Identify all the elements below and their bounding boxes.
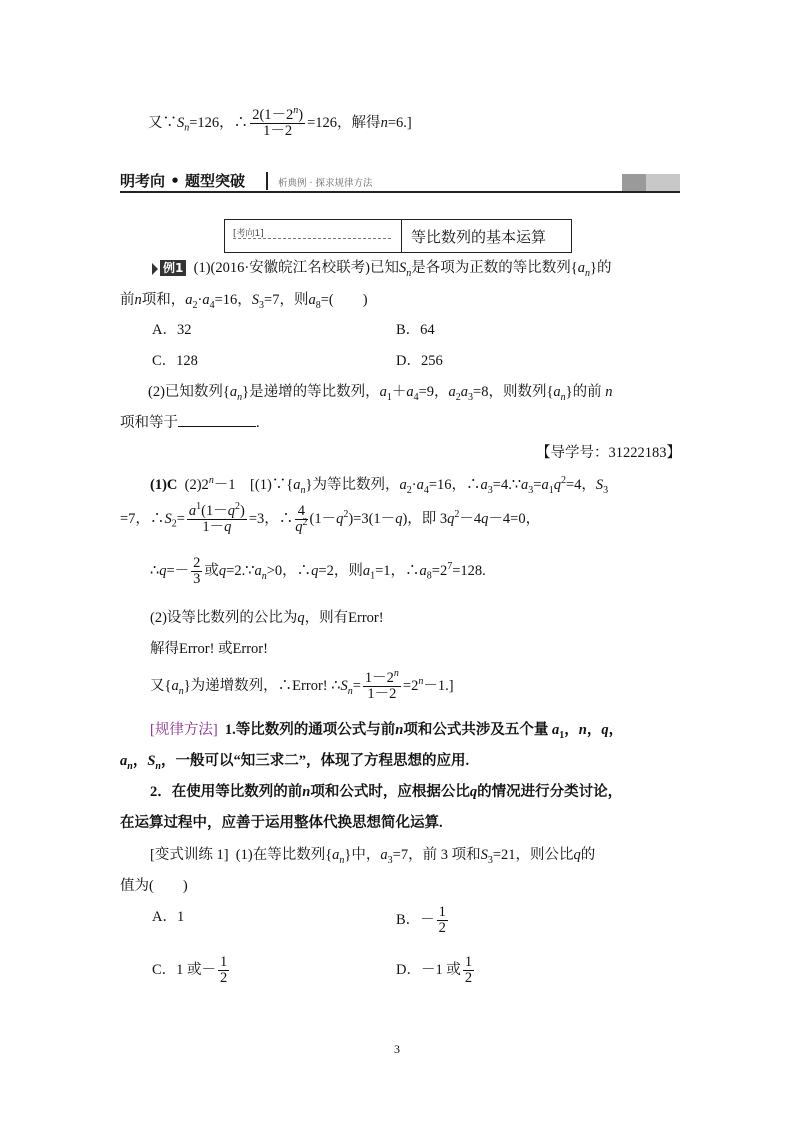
fraction: $\frac{2(1-2^n)}{1-2}$ (252, 105, 304, 139)
example-question-1: 例1 (1)(2016·安徽皖江名校联考)已知$S_n$是各项为正数的等比数列$\{a_n\}$的 (152, 256, 611, 277)
method-label: [规律方法] (150, 722, 218, 738)
example-question-2-line2: 项和等于 . (120, 415, 260, 431)
solution-line-2: =7，$\therefore S_2=$ $\frac{a^1(1-q^2)}{1-q}$ =3，∴ $\frac{4}{q^2}$ $(1-q^2)=3(1-q)$，即 $3q^2-4q-4=0$， (120, 501, 541, 535)
solution-line-1: (1)C $(2)2^n-1$ [$(1)\because\{a_n\}$为等比数列，$a_2\cdot a_4=16$，$\therefore a_3=4.\because a_3=a_1q^2=4$，$S_3$ (150, 475, 609, 496)
example-question-1-line2: 前n项和，$a_2\cdot a_4=16$，$S_3=7$，则$a_8=$( ) (120, 292, 368, 311)
topic-title: 等比数列的基本运算 (411, 228, 547, 246)
variant-label: [变式训练 1] (150, 847, 229, 863)
text: =126，∴ (189, 114, 249, 131)
top-line: 又$\because S_n=126$，∴ $\frac{2(1-2^n)}{1-2}$ =126，解得n=6.] (148, 105, 412, 139)
topic-box (224, 219, 572, 253)
option-c: C．128 (152, 353, 198, 369)
topic-tag: [考向1] (233, 229, 264, 239)
section-banner (120, 170, 680, 192)
variant-option-b: B．－ $\frac{1}{2}$ (396, 904, 446, 936)
solution-line-3: ∴q=－ $\frac{2}{3}$ 或$q=2.\because a_n>0$，∴q=2，则$a_1=1$，$\therefore a_8=2^7=128$. (150, 555, 486, 587)
variant-question-line2: 值为( ) (120, 878, 188, 894)
method-line-2: $a_n$，$S_n$，一般可以“知三求二”，体现了方程思想的应用. (120, 753, 470, 772)
section-title: 明考向 • 题型突破 (120, 172, 246, 190)
example-badge: 例1 (160, 260, 186, 276)
text: =126，解得 (307, 114, 381, 131)
variant-option-d: D．－1 或 $\frac{1}{2}$ (396, 954, 473, 986)
variant-question: [变式训练 1] (1)在等比数列$\{a_n\}$中，$a_3=7$，前 3 项和$S_3=21$，则公比q的 (150, 847, 596, 866)
option-a: A．32 (152, 322, 192, 338)
method-line-4: 在运算过程中，应善于运用整体代换思想简化运算. (120, 815, 443, 831)
page-number: 3 (394, 1042, 400, 1056)
variant-option-c: C．1 或－ $\frac{1}{2}$ (152, 954, 228, 986)
method-line-1: [规律方法] 1.等比数列的通项公式与前n项和公式共涉及五个量 $a_1$，n，q， (150, 722, 624, 741)
section-subtitle: 析典例 · 探求规律方法 (278, 178, 373, 189)
example-question-2: (2)已知数列$\{a_n\}$是递增的等比数列，$a_1+a_4=9$，$a_2a_3=8$，则数列$\{a_n\}$的前 n (148, 384, 613, 403)
solution-part2-line2: 解得Error! 或Error! (150, 641, 268, 657)
arrow-icon (152, 263, 158, 275)
method-line-3: 2．在使用等比数列的前n项和公式时，应根据公比q的情况进行分类讨论， (150, 784, 623, 800)
solution-part2-line1: (2)设等比数列的公比为q，则有Error! (150, 610, 384, 626)
guide-number: 【导学号：31222183】 (536, 445, 681, 461)
text: 又∵ (148, 114, 177, 131)
text: =6.] (387, 114, 412, 131)
solution-part2-line3: 又$\{a_n\}$为递增数列，∴Error! $\therefore S_n=$ $\frac{1-2^n}{1-2}$ $=2^n-1$.] (150, 668, 454, 702)
variant-option-a: A．1 (152, 909, 185, 925)
option-d: D．256 (396, 353, 443, 369)
answer-blank (178, 426, 256, 427)
option-b: B．64 (396, 322, 435, 338)
